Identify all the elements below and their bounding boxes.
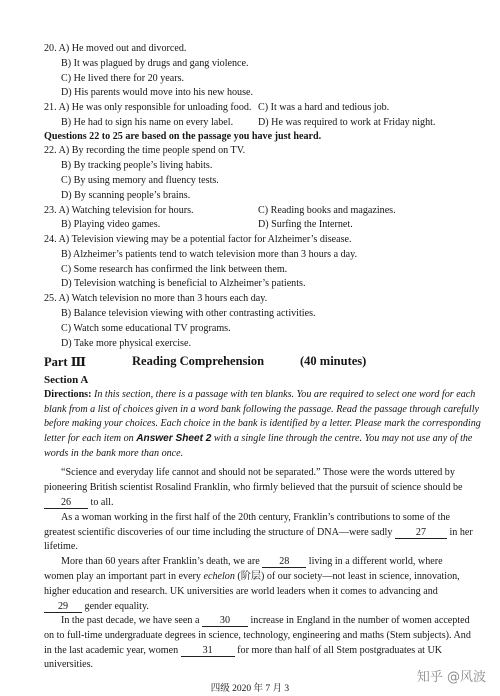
part-label: Part Ⅲ xyxy=(44,355,86,369)
blank-28: 28 xyxy=(262,556,306,568)
passage-p4-line-3: in the last academic year, women 31 for more than half of all Stem postgraduates at UK xyxy=(44,645,443,656)
q21-option-b: B) He had to sign his name on every label. xyxy=(61,117,234,128)
passage-p3-line-3: higher education and research. UK universities are world leaders when it comes to advancing and xyxy=(44,586,438,597)
q24-option-c: C) Some research has confirmed the link between them. xyxy=(61,264,288,275)
q25-option-c: C) Watch some educational TV programs. xyxy=(61,323,231,334)
passage-p3-line-4: 29 gender equality. xyxy=(44,600,149,613)
directions-line-5: words in the bank more than once. xyxy=(44,448,184,459)
directions-line-2: blank from a list of choices given in a word bank following the passage. Read the passage through carefully xyxy=(44,404,480,415)
q21-option-c: C) It was a hard and tedious job. xyxy=(258,102,390,113)
q22-option-b: B) By tracking people’s living habits. xyxy=(61,160,213,171)
directions-line-3: before making your choices. Each choice in the bank is identified by a letter. Please mark the corresponding xyxy=(44,418,481,429)
passage-p4-line-1: In the past decade, we have seen a 30 increase in England in the number of women accepted xyxy=(61,615,470,626)
q20-option-d: D) His parents would move into his new house. xyxy=(61,87,254,98)
q20-option-b: B) It was plagued by drugs and gang violence. xyxy=(61,58,249,69)
q23-option-a: 23. A) Watching television for hours. xyxy=(44,205,194,216)
q24-option-b: B) Alzheimer’s patients tend to watch television more than 3 hours a day. xyxy=(61,249,358,260)
blank-27: 27 xyxy=(395,527,447,539)
blank-29: 29 xyxy=(44,601,82,613)
passage-p2-line-2: greatest scientific discoveries of our time including the structure of DNA—were sadly 27 in her xyxy=(44,527,473,538)
directions-line-4: letter for each item on Answer Sheet 2 with a single line through the centre. You may not use any of the xyxy=(44,433,473,444)
passage-p1-line-1: “Science and everyday life cannot and should not be separated.” Those were the words uttered by xyxy=(61,467,455,478)
blank-31: 31 xyxy=(181,645,235,657)
q23-option-b: B) Playing video games. xyxy=(61,219,161,230)
q22-option-a: 22. A) By recording the time people spend on TV. xyxy=(44,145,246,156)
passage-p3-line-2: women play an important part in every echelon (阶层) of our society—not least in science, innovation, xyxy=(44,571,460,582)
part-time: (40 minutes) xyxy=(300,354,367,368)
q21-option-a: 21. A) He was only responsible for unloading food. xyxy=(44,102,252,113)
q24-option-d: D) Television watching is beneficial to Alzheimer’s patients. xyxy=(61,278,306,289)
passage-p2-line-3: lifetime. xyxy=(44,541,78,552)
section-heading: Section A xyxy=(44,374,89,386)
watermark: 知乎 @风波 xyxy=(416,670,486,685)
blank-30: 30 xyxy=(202,615,248,627)
q21-option-d: D) He was required to work at Friday night. xyxy=(258,117,436,128)
passage-p2-line-1: As a woman working in the first half of the 20th century, Franklin’s contributions to some of the xyxy=(61,512,451,523)
page-footer: 四级 2020 年 7 月 3 xyxy=(210,684,290,694)
blank-26: 26 xyxy=(44,497,88,509)
q24-option-a: 24. A) Television viewing may be a potential factor for Alzheimer’s disease. xyxy=(44,234,352,245)
passage-p1-line-3: 26 to all. xyxy=(44,496,114,509)
q25-option-b: B) Balance television viewing with other contrasting activities. xyxy=(61,308,316,319)
passage-p3-line-1: More than 60 years after Franklin’s death, we are 28 living in a different world, where xyxy=(61,556,443,567)
passage-p1-line-2: pioneering British scientist Rosalind Franklin, who firmly believed that the pursuit of science should be xyxy=(44,482,463,493)
q20-option-a: 20. A) He moved out and divorced. xyxy=(44,43,187,54)
q23-option-c: C) Reading books and magazines. xyxy=(258,205,396,216)
answer-sheet-ref: Answer Sheet 2 xyxy=(136,433,212,444)
directions-line-1: Directions: In this section, there is a passage with ten blanks. You are required to select one word for each xyxy=(44,389,476,400)
q23-option-d: D) Surfing the Internet. xyxy=(258,219,353,230)
q22-option-c: C) By using memory and fluency tests. xyxy=(61,175,219,186)
passage-p4-line-4: universities. xyxy=(44,659,94,670)
q25-option-d: D) Take more physical exercise. xyxy=(61,338,191,349)
q20-option-c: C) He lived there for 20 years. xyxy=(61,73,185,84)
part-title: Reading Comprehension xyxy=(132,354,265,368)
q22-option-d: D) By scanning people’s brains. xyxy=(61,190,191,201)
passage-p4-line-2: on to full-time undergraduate degrees in science, technology, engineering and maths (Stem subjects). And xyxy=(44,630,471,641)
questions-note: Questions 22 to 25 are based on the passage you have just heard. xyxy=(44,131,322,142)
q25-option-a: 25. A) Watch television no more than 3 hours each day. xyxy=(44,293,268,304)
